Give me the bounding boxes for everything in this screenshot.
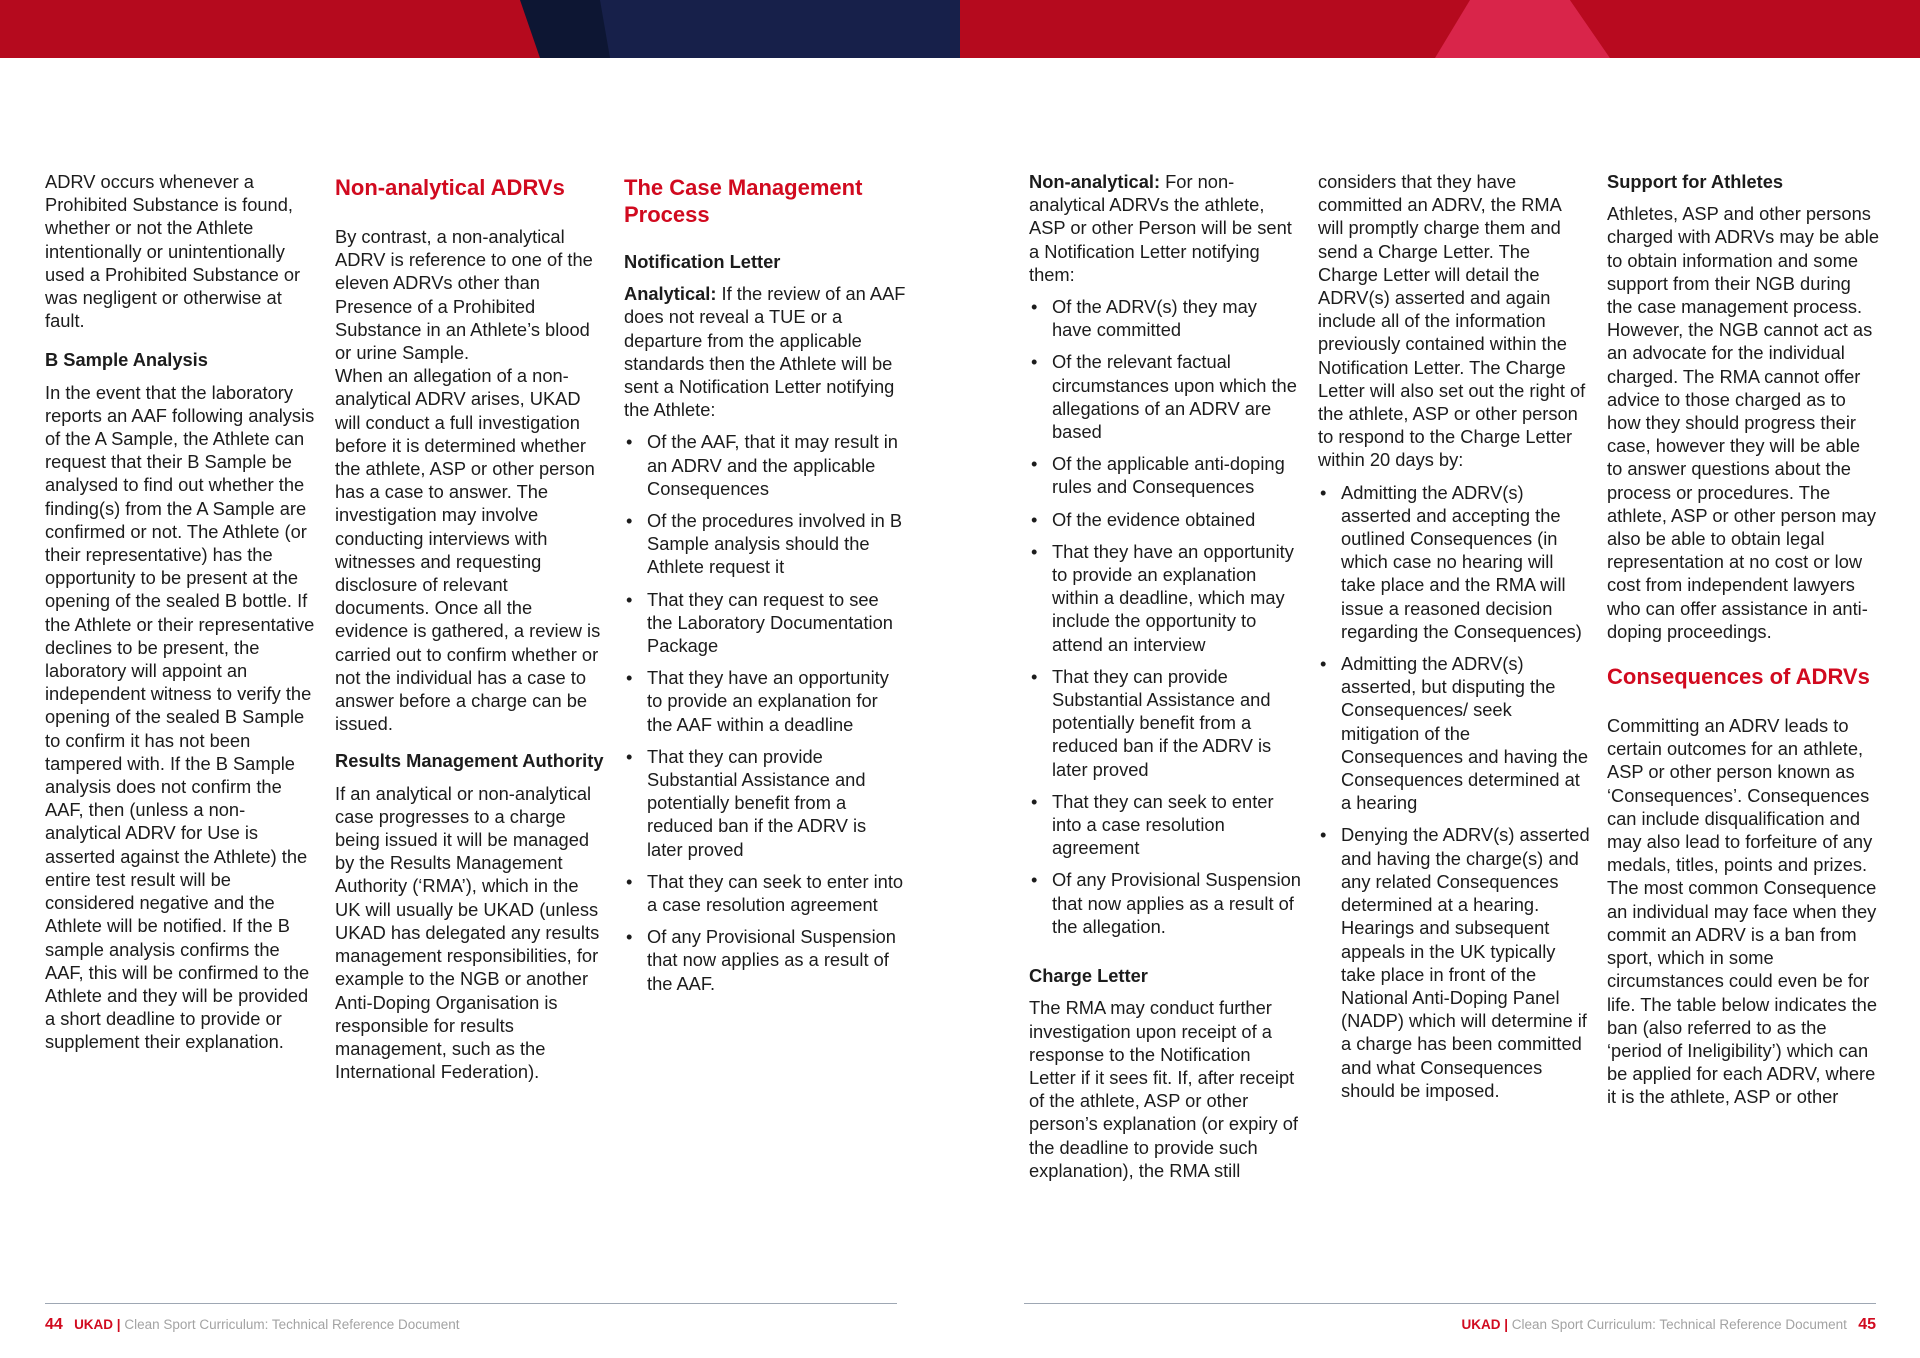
list-item: • That they can seek to enter into a case resolution agreement [624, 870, 906, 916]
paragraph: By contrast, a non-analytical ADRV is reference to one of the eleven ADRVs other than Presence of a Prohibited Substance in an Athlete’s blood or urine Sample. [335, 226, 593, 364]
bullet-list [1029, 295, 1301, 938]
footer-brand: UKAD | [1461, 1317, 1509, 1332]
header-color-band [0, 0, 1920, 58]
column-2 [335, 170, 605, 1092]
paragraph-text: For non-analytical ADRVs the athlete, ASP or other Person will be sent a Notification Letter notifying them: [1029, 171, 1292, 285]
paragraph: ADRV occurs whenever a Prohibited Substance is found, whether or not the Athlete intentionally or unintentionally used a Prohibited Substance or was negligent or otherwise at fault. [45, 171, 301, 332]
list-item: • Of the applicable anti-doping rules and Consequences [1029, 452, 1301, 498]
column-5 [1318, 170, 1590, 1111]
footer-right [1461, 1316, 1876, 1334]
page-number: 44 [45, 1316, 63, 1333]
bullet-list [1318, 481, 1590, 1102]
bullet-list [624, 430, 906, 994]
list-item: • Admitting the ADRV(s) asserted, but disputing the Consequences/ seek mitigation of the Consequences and having the Consequences determined at a hearing [1318, 652, 1590, 814]
paragraph: Committing an ADRV leads to certain outcomes for an athlete, ASP or other person known as ‘Consequences’. Consequences can include disqualification and may also lead to forfeiture of any medals, titles, points and prizes. The most common Consequence an individual may face when they commit an ADRV is a ban from sport, which in some circumstances could even be for life. The table below indicates the ban (also referred to as the ‘period of Ineligibility’) which can be applied for each ADRV, where it is the athlete, ASP or other [1607, 715, 1877, 1108]
paragraph: The RMA may conduct further investigation upon receipt of a response to the Notification Letter if it sees fit. If, after receipt of the athlete, ASP or other person’s explanation (or expiry of the deadline to provide such explanation), the RMA still [1029, 997, 1298, 1181]
list-item: • That they have an opportunity to provide an explanation within a deadline, which may include the opportunity to attend an interview [1029, 540, 1301, 656]
heading-b-sample-analysis: B Sample Analysis [45, 349, 208, 371]
footer-title: Clean Sport Curriculum: Technical Reference Document [1511, 1317, 1847, 1332]
footer-left [45, 1316, 460, 1334]
footer-rule-left [45, 1303, 897, 1304]
list-item: • Of any Provisional Suspension that now applies as a result of the allegation. [1029, 868, 1301, 938]
list-item: • That they can request to see the Laboratory Documentation Package [624, 588, 906, 658]
list-item: • That they can provide Substantial Assistance and potentially benefit from a reduced ban if the ADRV is later proved [624, 745, 906, 861]
heading-charge-letter: Charge Letter [1029, 965, 1148, 987]
footer-rule-right [1024, 1303, 1876, 1304]
list-item: • That they have an opportunity to provide an explanation for the AAF within a deadline [624, 666, 906, 736]
heading-non-analytical-adrvs: Non-analytical ADRVs [335, 175, 565, 200]
heading-support-for-athletes: Support for Athletes [1607, 171, 1784, 192]
lead-label: Non-analytical: [1029, 171, 1161, 192]
column-6 [1607, 170, 1879, 1118]
column-1 [45, 170, 315, 1063]
list-item: • Of the evidence obtained [1029, 508, 1301, 531]
heading-results-management-authority: Results Management Authority [335, 750, 604, 772]
list-item: • Of the ADRV(s) they may have committed [1029, 295, 1301, 341]
footer-brand: UKAD | [74, 1317, 121, 1332]
list-item: • Denying the ADRV(s) asserted and having the charge(s) and any related Consequences determined at a hearing. Hearings and subsequent appeals in the UK typically take place in front of the National Anti-Doping Panel (NADP) which will determine if a charge has been committed and what Consequences should be imposed. [1318, 823, 1590, 1101]
paragraph [624, 282, 906, 421]
heading-case-management-process: The Case Management Process [624, 175, 863, 227]
paragraph: If an analytical or non-analytical case progresses to a charge being issued it will be managed by the Results Management Authority (‘RMA’), which in the UK will usually be UKAD (unless UKAD has delegated any results management responsibilities, for example to the NGB or another Anti-Doping Organisation is responsible for results management, such as the International Federation). [335, 782, 600, 1083]
column-3 [624, 170, 906, 1004]
lead-label: Analytical: [624, 283, 717, 305]
list-item: • Of any Provisional Suspension that now applies as a result of the AAF. [624, 925, 906, 995]
list-item: • Of the relevant factual circumstances upon which the allegations of an ADRV are based [1029, 350, 1301, 443]
paragraph [1029, 170, 1301, 286]
paragraph: In the event that the laboratory reports an AAF following analysis of the A Sample, the Athlete can request that their B Sample be analysed to find out whether the finding(s) from the A Sample are confirmed or not. The Athlete (or their representative) has the opportunity to be present at the opening of the sealed B bottle. If the Athlete or their representative declines to be present, the laboratory will appoint an independent witness to verify the opening of the sealed B Sample to confirm it has not been tampered with. If the B Sample analysis does not confirm the AAF, then (unless a non-analytical ADRV for Use is asserted against the Athlete) the entire test result will be considered negative and the Athlete will be notified. If the B sample analysis confirms the AAF, this will be confirmed to the Athlete and they will be provided a short deadline to provide or supplement their explanation. [45, 381, 315, 1053]
paragraph: considers that they have committed an ADRV, the RMA will promptly charge them and send a Charge Letter. The Charge Letter will detail the ADRV(s) asserted and again include all of the information previously contained within the Notification Letter. The Charge Letter will also set out the right of the athlete, ASP or other person to respond to the Charge Letter within 20 days by: [1318, 171, 1586, 471]
list-item: • Of the AAF, that it may result in an ADRV and the applicable Consequences [624, 430, 906, 500]
list-item: • That they can seek to enter into a case resolution agreement [1029, 790, 1301, 860]
paragraph-text: If the review of an AAF does not reveal a TUE or a departure from the applicable standards then the Athlete will be sent a Notification Letter notifying the Athlete: [624, 283, 906, 421]
heading-notification-letter: Notification Letter [624, 251, 781, 272]
list-item: • Admitting the ADRV(s) asserted and accepting the outlined Consequences (in which case no hearing will take place and the RMA will issue a reasoned decision regarding the Consequences) [1318, 481, 1590, 643]
page-number: 45 [1858, 1316, 1876, 1333]
column-4 [1029, 170, 1301, 1191]
list-item: • That they can provide Substantial Assistance and potentially benefit from a reduced ban if the ADRV is later proved [1029, 665, 1301, 781]
list-item: • Of the procedures involved in B Sample analysis should the Athlete request it [624, 509, 906, 579]
paragraph: Athletes, ASP and other persons charged with ADRVs may be able to obtain information and some support from their NGB during the case management process. However, the NGB cannot act as an advocate for the individual charged. The RMA cannot offer advice to those charged as to how they should progress their case, however they will be able to answer questions about the process or procedures. The athlete, ASP or other person may also be able to obtain legal representation at no cost or low cost from independent lawyers who can offer assistance in anti-doping proceedings. [1607, 203, 1879, 642]
footer-title: Clean Sport Curriculum: Technical Reference Document [124, 1317, 460, 1332]
heading-consequences-of-adrvs: Consequences of ADRVs [1607, 664, 1870, 690]
paragraph: When an allegation of a non-analytical ADRV arises, UKAD will conduct a full investigation before it is determined whether the athlete, ASP or other person has a case to answer. The investigation may involve conducting interviews with witnesses and requesting disclosure of relevant documents. Once all the evidence is gathered, a review is carried out to confirm whether or not the individual has a case to answer before a charge can be issued. [335, 365, 601, 735]
